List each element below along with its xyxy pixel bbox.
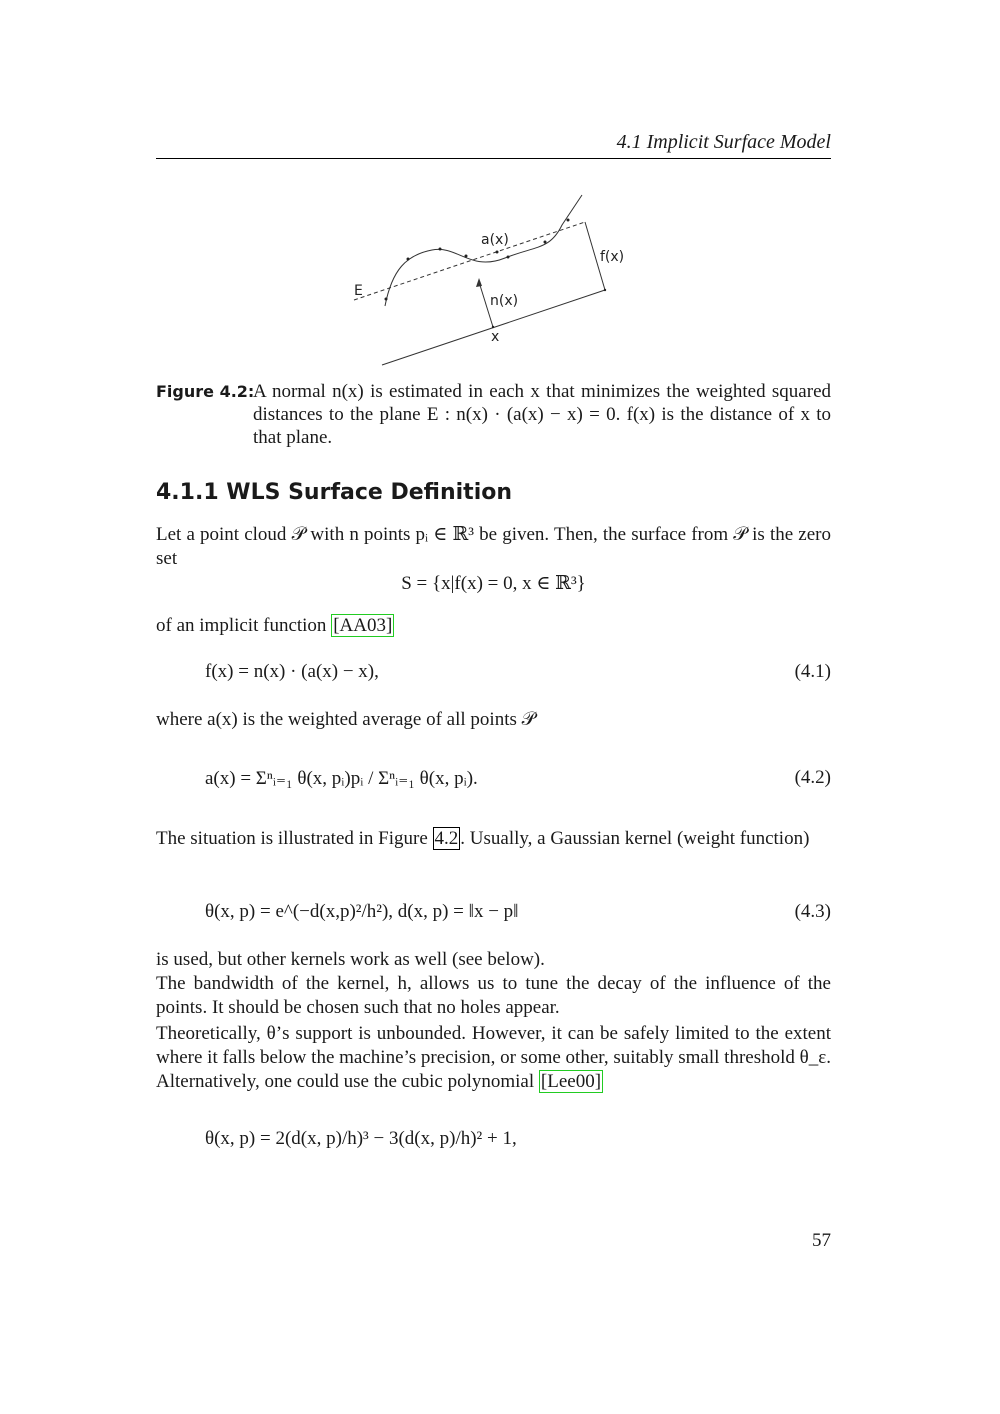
- sample-point: [567, 219, 570, 222]
- equation-4-3: [205, 901, 831, 923]
- surface-curve: [385, 195, 582, 306]
- equation-zero-set-text: S = {x|f(x) = 0, x ∈ ℝ³}: [401, 573, 586, 594]
- paragraph-illustration: [156, 827, 831, 851]
- caption-text: A normal n(x) is estimated in each x that minimizes the weighted squared distances to the plane E : n(x) · (a(x) − x) = 0. f(x) is the distance of x to that plane.: [253, 381, 831, 448]
- paragraph-point-cloud: Let a point cloud 𝒫 with n points pᵢ ∈ ℝ³ be given. Then, the surface from 𝒫 is the zero set: [156, 524, 831, 569]
- illustration-text-end: . Usually, a Gaussian kernel (weight function): [460, 828, 810, 849]
- label-x: x: [491, 329, 500, 345]
- paragraph-kernels: is used, but other kernels work as well (see below).: [156, 949, 545, 970]
- paragraph-weighted-average: where a(x) is the weighted average of all points 𝒫: [156, 709, 536, 730]
- header-rule: [156, 158, 831, 159]
- equation-4-2-body: a(x) = Σⁿᵢ₌₁ θ(x, pᵢ)pᵢ / Σⁿᵢ₌₁ θ(x, pᵢ).: [205, 768, 478, 789]
- support-text: Theoretically, θ’s support is unbounded. However, it can be safely limited to the extent where it falls below the machine’s precision, or some other, suitably small threshold θ_ε. Alternatively, one could use the cubic polynomial: [156, 1023, 831, 1092]
- equation-number-4-3: (4.3): [794, 901, 831, 922]
- figure-caption: [156, 380, 831, 449]
- label-f-x: f(x): [600, 249, 625, 265]
- sample-point: [492, 326, 494, 328]
- normal-arrowhead: [476, 278, 482, 287]
- running-header: 4.1 Implicit Surface Model: [616, 131, 831, 153]
- figure-reference-4-2[interactable]: 4.2: [434, 828, 459, 849]
- sample-point: [465, 255, 468, 258]
- equation-4-2: [205, 767, 831, 790]
- sample-point: [507, 256, 510, 259]
- equation-4-1: [205, 661, 831, 683]
- paragraph-support: [156, 1022, 831, 1094]
- citation-aa03[interactable]: [AA03]: [333, 615, 393, 636]
- implicit-function-text: of an implicit function: [156, 615, 327, 636]
- sample-point: [604, 289, 606, 291]
- equation-cubic-polynomial: [205, 1128, 831, 1150]
- page-number: 57: [812, 1230, 831, 1251]
- sample-point: [407, 258, 410, 261]
- figure-4-2-diagram: [340, 190, 640, 370]
- equation-cubic-body: θ(x, p) = 2(d(x, p)/h)³ − 3(d(x, p)/h)² + 1,: [205, 1128, 517, 1149]
- sample-point: [385, 298, 388, 301]
- illustration-text-start: The situation is illustrated in Figure: [156, 828, 428, 849]
- equation-4-3-body: θ(x, p) = e^(−d(x,p)²/h²), d(x, p) = ‖x − p‖: [205, 901, 519, 922]
- caption-label: Figure 4.2:: [156, 382, 255, 401]
- section-heading: 4.1.1 WLS Surface Definition: [156, 480, 513, 505]
- sample-point: [496, 251, 499, 254]
- equation-number-4-1: (4.1): [794, 661, 831, 682]
- equation-zero-set: [156, 572, 831, 595]
- equation-number-4-2: (4.2): [794, 767, 831, 788]
- label-a-x: a(x): [481, 232, 509, 248]
- plane-E-dashed: [354, 222, 585, 300]
- label-n-x: n(x): [490, 293, 519, 309]
- sample-point: [439, 248, 442, 251]
- label-E: E: [354, 283, 363, 299]
- paragraph-bandwidth: The bandwidth of the kernel, h, allows us to tune the decay of the influence of the points. It should be chosen such that no holes appear.: [156, 973, 831, 1018]
- sample-point: [544, 241, 547, 244]
- paragraph-implicit-function: [156, 614, 831, 638]
- citation-lee00[interactable]: [Lee00]: [540, 1071, 602, 1092]
- equation-4-1-body: f(x) = n(x) · (a(x) − x),: [205, 661, 379, 682]
